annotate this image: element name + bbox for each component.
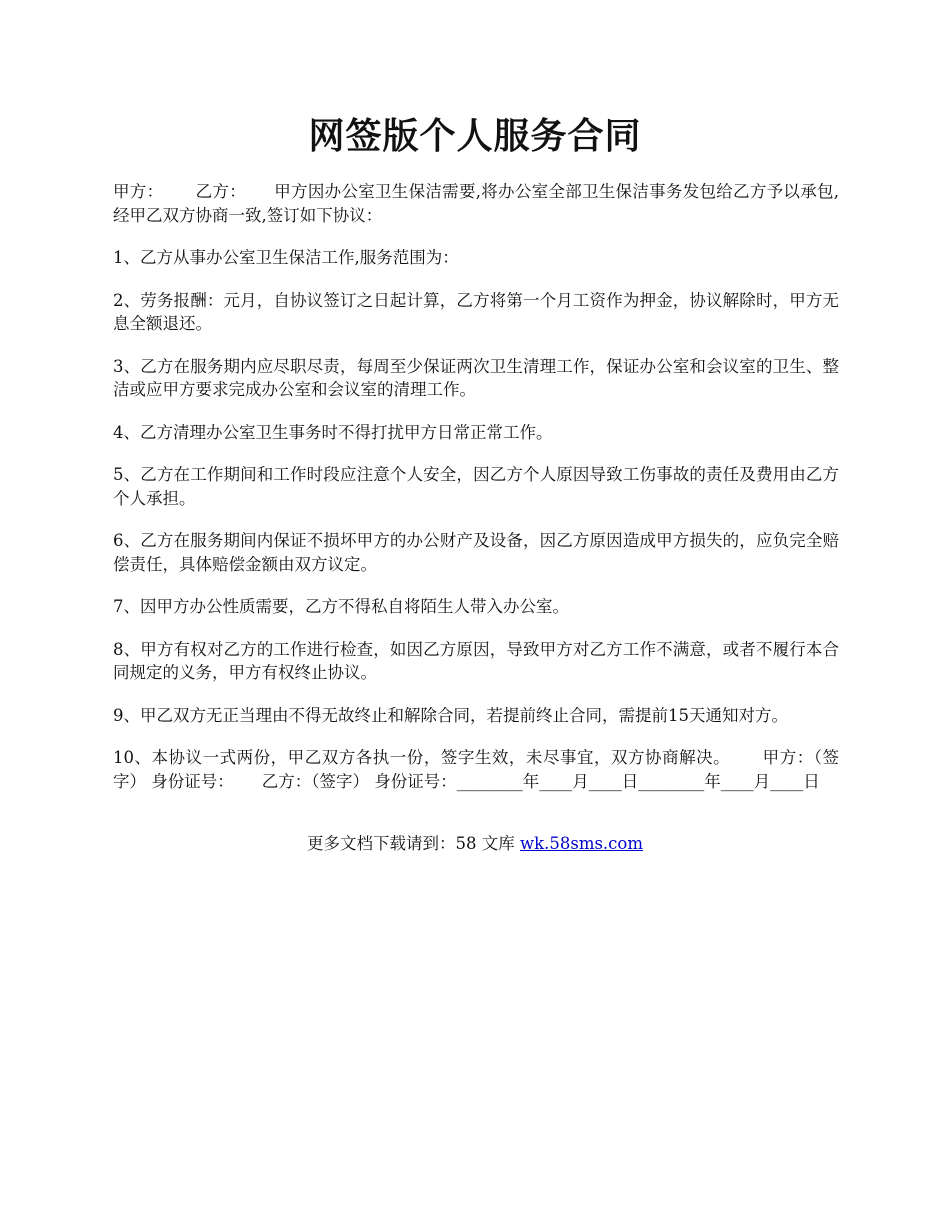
- footer-text: 更多文档下载请到：58 文库: [306, 834, 520, 853]
- final-clause-text: 10、本协议一式两份，甲乙双方各执一份，签字生效，未尽事宜，双方协商解决。: [113, 748, 731, 767]
- party-a-label: 甲方：: [113, 182, 164, 201]
- document-title: 网签版个人服务合同: [308, 115, 642, 157]
- footer: [0, 832, 950, 856]
- clause-6: 6、乙方在服务期间内保证不损坏甲方的办公财产及设备，因乙方原因造成甲方损失的，应负完全赔偿责任，具体赔偿金额由双方议定。: [113, 531, 839, 574]
- clause-3: 3、乙方在服务期内应尽职尽责，每周至少保证两次卫生清理工作，保证办公室和会议室的卫生、整洁或应甲方要求完成办公室和会议室的清理工作。: [113, 356, 839, 399]
- clause-9: 9、甲乙双方无正当理由不得无故终止和解除合同，若提前终止合同，需提前15天通知对方。: [113, 705, 788, 725]
- clause-2: 2、劳务报酬：元月，自协议签订之日起计算，乙方将第一个月工资作为押金，协议解除时，甲方无息全额退还。: [113, 290, 839, 333]
- footer-link[interactable]: wk.58sms.com: [519, 834, 643, 853]
- signature-party-b: 乙方：（签字） 身份证号：________年____月____日________年____月____日: [261, 771, 820, 791]
- signature-party-a: 甲方：（签字） 身份证号：: [113, 748, 839, 791]
- document-body: [113, 180, 839, 812]
- intro-text: 甲方因办公室卫生保洁需要,将办公室全部卫生保洁事务发包给乙方予以承包,经甲乙双方协商一致,签订如下协议：: [113, 182, 840, 225]
- clause-7: 7、因甲方办公性质需要，乙方不得私自将陌生人带入办公室。: [113, 597, 569, 616]
- clause-10: [113, 746, 839, 793]
- clause-4: 4、乙方清理办公室卫生事务时不得打扰甲方日常正常工作。: [113, 422, 553, 442]
- clause-1: 1、乙方从事办公室卫生保洁工作,服务范围为：: [113, 248, 459, 267]
- intro-paragraph: [113, 180, 839, 227]
- clause-8: 8、甲方有权对乙方的工作进行检查，如因乙方原因，导致甲方对乙方工作不满意，或者不履行本合同规定的义务，甲方有权终止协议。: [113, 639, 839, 682]
- party-b-label: 乙方：: [195, 182, 247, 201]
- clause-5: 5、乙方在工作期间和工作时段应注意个人安全，因乙方个人原因导致工伤事故的责任及费用由乙方个人承担。: [113, 465, 839, 508]
